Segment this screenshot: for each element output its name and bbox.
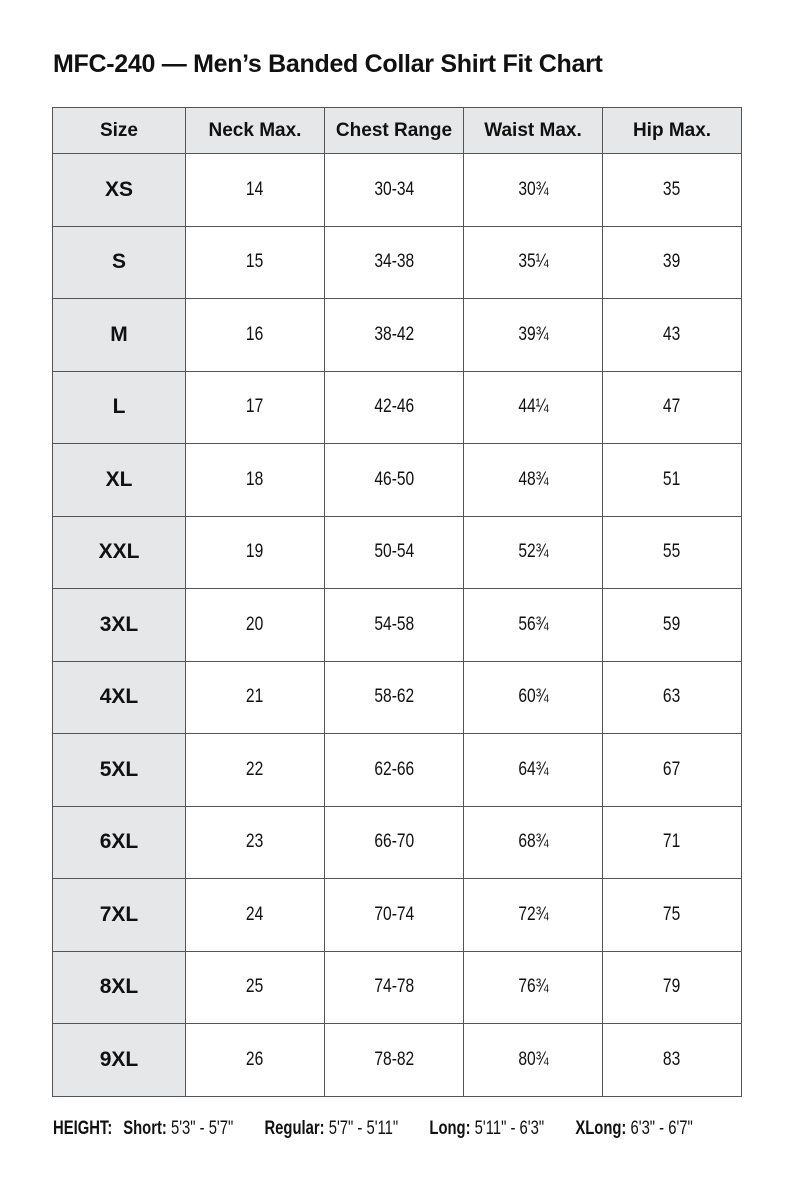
cell-waist: 72¾ bbox=[464, 879, 603, 952]
cell-neck: 25 bbox=[186, 951, 325, 1024]
cell-size: XS bbox=[53, 154, 186, 227]
height-regular: Regular: 5'7" - 5'11" bbox=[264, 1118, 399, 1139]
height-long: Long: 5'11" - 6'3" bbox=[429, 1118, 545, 1139]
cell-hip: 55 bbox=[603, 516, 742, 589]
cell-hip: 51 bbox=[603, 444, 742, 517]
cell-waist: 44¼ bbox=[464, 371, 603, 444]
cell-neck: 22 bbox=[186, 734, 325, 807]
table-row bbox=[53, 734, 742, 807]
cell-hip: 71 bbox=[603, 806, 742, 879]
cell-neck: 20 bbox=[186, 589, 325, 662]
cell-size: 6XL bbox=[53, 806, 186, 879]
cell-chest: 30-34 bbox=[325, 154, 464, 227]
cell-chest: 70-74 bbox=[325, 879, 464, 952]
header-hip: Hip Max. bbox=[603, 108, 742, 154]
header-chest: Chest Range bbox=[325, 108, 464, 154]
cell-chest: 78-82 bbox=[325, 1024, 464, 1097]
table-row bbox=[53, 951, 742, 1024]
header-neck: Neck Max. bbox=[186, 108, 325, 154]
table-row bbox=[53, 371, 742, 444]
cell-hip: 47 bbox=[603, 371, 742, 444]
cell-chest: 38-42 bbox=[325, 299, 464, 372]
cell-neck: 16 bbox=[186, 299, 325, 372]
cell-hip: 43 bbox=[603, 299, 742, 372]
height-xlong: XLong: 6'3" - 6'7" bbox=[575, 1118, 693, 1139]
cell-neck: 14 bbox=[186, 154, 325, 227]
cell-chest: 46-50 bbox=[325, 444, 464, 517]
cell-neck: 21 bbox=[186, 661, 325, 734]
cell-waist: 52¾ bbox=[464, 516, 603, 589]
cell-neck: 17 bbox=[186, 371, 325, 444]
header-waist: Waist Max. bbox=[464, 108, 603, 154]
cell-waist: 80¾ bbox=[464, 1024, 603, 1097]
table-row bbox=[53, 1024, 742, 1097]
height-legend bbox=[53, 1118, 800, 1140]
cell-size: 3XL bbox=[53, 589, 186, 662]
cell-chest: 66-70 bbox=[325, 806, 464, 879]
cell-neck: 24 bbox=[186, 879, 325, 952]
cell-hip: 35 bbox=[603, 154, 742, 227]
cell-waist: 56¾ bbox=[464, 589, 603, 662]
cell-chest: 42-46 bbox=[325, 371, 464, 444]
page-title: MFC-240 — Men’s Banded Collar Shirt Fit Chart bbox=[53, 50, 603, 78]
cell-size: XXL bbox=[53, 516, 186, 589]
cell-waist: 76¾ bbox=[464, 951, 603, 1024]
cell-hip: 59 bbox=[603, 589, 742, 662]
cell-neck: 18 bbox=[186, 444, 325, 517]
cell-hip: 79 bbox=[603, 951, 742, 1024]
table-header-row bbox=[53, 108, 742, 154]
table-row bbox=[53, 516, 742, 589]
table-row bbox=[53, 299, 742, 372]
cell-hip: 67 bbox=[603, 734, 742, 807]
cell-size: L bbox=[53, 371, 186, 444]
cell-waist: 30¾ bbox=[464, 154, 603, 227]
cell-chest: 34-38 bbox=[325, 226, 464, 299]
header-size: Size bbox=[53, 108, 186, 154]
cell-size: 5XL bbox=[53, 734, 186, 807]
cell-waist: 35¼ bbox=[464, 226, 603, 299]
table-row bbox=[53, 226, 742, 299]
cell-waist: 39¾ bbox=[464, 299, 603, 372]
height-label: HEIGHT: bbox=[53, 1118, 113, 1139]
cell-size: M bbox=[53, 299, 186, 372]
table-row bbox=[53, 879, 742, 952]
cell-neck: 15 bbox=[186, 226, 325, 299]
cell-neck: 23 bbox=[186, 806, 325, 879]
cell-size: 8XL bbox=[53, 951, 186, 1024]
cell-waist: 60¾ bbox=[464, 661, 603, 734]
cell-chest: 50-54 bbox=[325, 516, 464, 589]
table-row bbox=[53, 661, 742, 734]
cell-chest: 62-66 bbox=[325, 734, 464, 807]
cell-waist: 64¾ bbox=[464, 734, 603, 807]
table-row bbox=[53, 806, 742, 879]
table-row bbox=[53, 589, 742, 662]
fit-chart-table bbox=[52, 107, 742, 1097]
cell-size: 4XL bbox=[53, 661, 186, 734]
cell-neck: 19 bbox=[186, 516, 325, 589]
cell-chest: 58-62 bbox=[325, 661, 464, 734]
cell-chest: 74-78 bbox=[325, 951, 464, 1024]
height-short: Short: 5'3" - 5'7" bbox=[123, 1118, 234, 1139]
cell-waist: 48¾ bbox=[464, 444, 603, 517]
table-row bbox=[53, 444, 742, 517]
cell-hip: 75 bbox=[603, 879, 742, 952]
cell-size: 9XL bbox=[53, 1024, 186, 1097]
cell-waist: 68¾ bbox=[464, 806, 603, 879]
cell-size: 7XL bbox=[53, 879, 186, 952]
cell-chest: 54-58 bbox=[325, 589, 464, 662]
cell-size: S bbox=[53, 226, 186, 299]
cell-hip: 63 bbox=[603, 661, 742, 734]
cell-neck: 26 bbox=[186, 1024, 325, 1097]
cell-size: XL bbox=[53, 444, 186, 517]
table-row bbox=[53, 154, 742, 227]
cell-hip: 39 bbox=[603, 226, 742, 299]
cell-hip: 83 bbox=[603, 1024, 742, 1097]
